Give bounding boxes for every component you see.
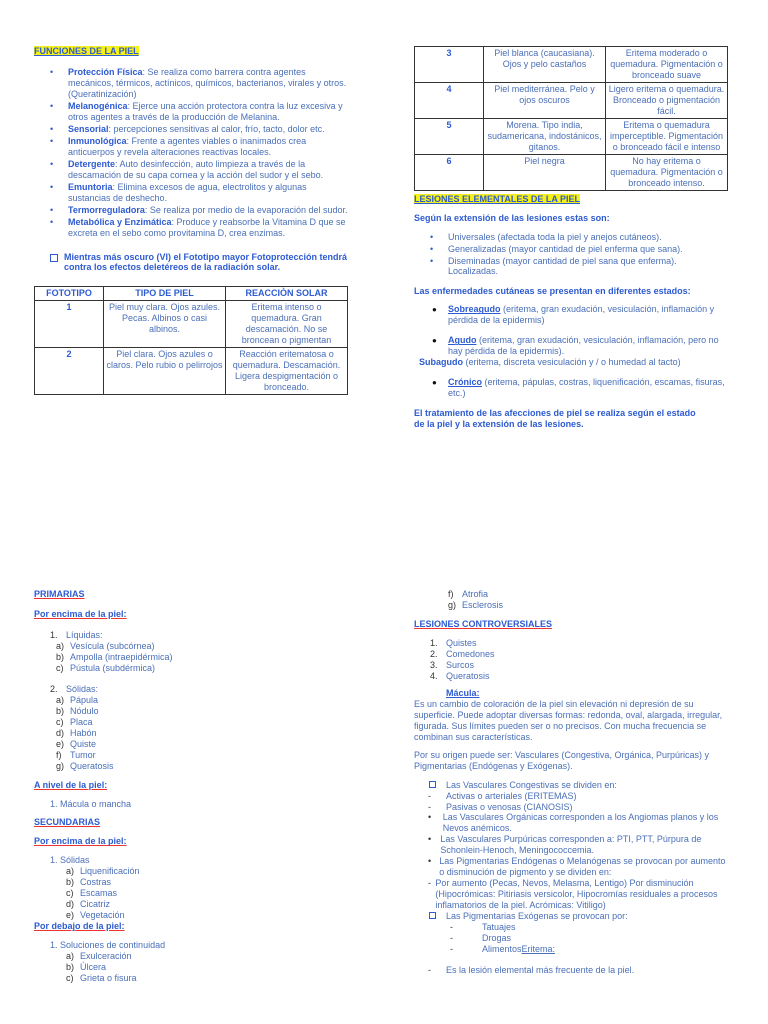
primarias-title: PRIMARIAS — [34, 589, 85, 599]
vascular-marker: - — [428, 790, 431, 801]
reaction-cell: Eritema moderado o quemadura. Pigmentación o bronceado suave — [606, 47, 728, 83]
fototipo-cell: 6 — [415, 154, 484, 190]
vascular-marker — [428, 780, 446, 791]
fototipo-note: Mientras más oscuro (VI) el Fototipo mayor Fotoprotección tendrá contra los efectos deletéreos de la radiación solar. — [34, 252, 348, 274]
reaction-cell: Eritema o quemadura imperceptible. Pigmentación o bronceado fácil e intenso — [606, 118, 728, 154]
list-item — [66, 910, 348, 921]
function-name: Metabólica y Enzimática — [68, 216, 172, 227]
list-text: Pápula — [70, 694, 99, 705]
state-text: (eritema, gran exudación, vesiculación, inflamación, pero no hay pérdida de la epidermis). — [448, 335, 719, 357]
nivel-title: A nivel de la piel: — [34, 779, 108, 790]
list-marker: c) — [66, 888, 74, 899]
reaction-cell: Reacción eritematosa o quemadura. Descamación. Ligera despigmentación o bronceado. — [226, 348, 348, 395]
substate-name: Subagudo — [419, 357, 463, 368]
state-name: Sobreagudo — [448, 304, 501, 315]
continued-list — [414, 589, 728, 611]
list-item — [430, 660, 728, 671]
exogena-text: Drogas — [482, 933, 512, 944]
skin-type-cell: Piel clara. Ojos azules o claros. Pelo rubio o pelirrojos — [104, 348, 226, 395]
list-item — [430, 649, 728, 660]
solidas2-list — [34, 866, 348, 921]
function-name: Sensorial — [68, 123, 109, 134]
solidas-list — [34, 695, 348, 772]
list-marker: d) — [56, 727, 65, 738]
list-marker: f) — [56, 749, 62, 760]
state-name: Agudo — [448, 335, 477, 346]
col-header-tipo: TIPO DE PIEL — [104, 287, 226, 301]
reaction-cell: No hay eritema o quemadura. Pigmentación o bronceado intenso. — [606, 154, 728, 190]
extension-item: • Universales (afectada toda la piel y anejos cutáneos). — [414, 232, 728, 243]
controversiales-list — [414, 638, 728, 682]
substate — [419, 357, 728, 368]
vascular-text: Las Pigmentarias Exógenas se provocan por: — [446, 911, 628, 922]
list-text: Queratosis — [446, 670, 490, 681]
table-header-row — [35, 287, 348, 301]
page2-left-column — [34, 589, 348, 984]
vascular-marker: - — [428, 801, 431, 812]
list-item — [56, 706, 348, 717]
list-marker: g) — [56, 760, 65, 771]
function-text: : Se realiza por medio de la evaporación del sudor. — [144, 204, 348, 215]
fototipo-cell: 5 — [415, 118, 484, 154]
state-item — [414, 377, 728, 399]
list-item — [66, 962, 348, 973]
function-name: Detergente — [68, 158, 116, 169]
macula-title: Mácula: — [446, 687, 480, 698]
function-item — [34, 205, 348, 216]
solidas-heading: 2. Sólidas: — [50, 683, 99, 694]
encima-title: Por encima de la piel: — [34, 608, 127, 619]
debajo-title: Por debajo de la piel: — [34, 921, 125, 932]
substate-text: (eritema, discreta vesiculación y / o humedad al tacto) — [463, 357, 681, 368]
functions-list — [34, 67, 348, 239]
function-item — [34, 67, 348, 100]
list-marker: b) — [66, 962, 75, 973]
list-text: Comedones — [446, 648, 495, 659]
list-item — [66, 866, 348, 877]
list-item — [448, 600, 728, 611]
exogenas-list — [414, 922, 728, 955]
exogena-item: - Tatuajes — [450, 922, 516, 933]
list-marker: 4. — [430, 670, 438, 681]
function-item — [34, 101, 348, 123]
list-text: Surcos — [446, 659, 475, 670]
function-text: : Auto desinfección, auto limpieza a través de la descamación de su capa cornea y la acción del sudor y el sebo. — [68, 158, 324, 180]
table-row — [35, 348, 348, 395]
list-marker: c) — [56, 662, 64, 673]
skin-type-cell: Piel mediterránea. Pelo y ojos oscuros — [484, 82, 606, 118]
fototipo-cell: 2 — [35, 348, 104, 395]
page1-right-column — [414, 46, 728, 430]
vascular-marker: • — [428, 834, 432, 845]
list-marker: g) — [448, 599, 457, 610]
fototipo-cell: 4 — [415, 82, 484, 118]
origen-text: Por su origen puede ser: Vasculares (Congestiva, Orgánica, Purpúricas) y Pigmentarias (Endógenas y Exógenas). — [414, 749, 709, 771]
soluciones-list — [34, 951, 348, 984]
list-marker: a) — [66, 866, 75, 877]
list-text: Atrofia — [462, 589, 489, 599]
list-marker: 2. — [430, 648, 438, 659]
function-item — [34, 182, 348, 204]
exogena-text: Tatuajes — [482, 922, 516, 933]
skin-type-cell: Piel blanca (caucasiana). Ojos y pelo castaños — [484, 47, 606, 83]
fototipo-cell: 1 — [35, 301, 104, 348]
function-name: Melanogénica — [68, 100, 128, 111]
reaction-cell: Eritema intenso o quemadura. Gran descamación. No se broncean o pigmentan — [226, 301, 348, 348]
checkbox-icon — [50, 254, 58, 262]
soluciones-heading: 1. Soluciones de continuidad — [50, 940, 166, 951]
list-text: Placa — [70, 716, 93, 727]
function-text: : Se realiza como barrera contra agentes mecánicos, térmicos, actínicos, químicos, bacterianos, virales y otros. (Queratinización) — [68, 66, 347, 99]
list-item — [430, 638, 728, 649]
encima2-title: Por encima de la piel: — [34, 836, 127, 847]
list-marker: b) — [66, 877, 75, 888]
list-item — [66, 973, 348, 984]
list-marker: e) — [56, 738, 65, 749]
list-text: Quistes — [446, 637, 477, 648]
vasculares-list — [414, 780, 728, 923]
list-text: Queratosis — [70, 760, 114, 771]
function-name: Inmunológica — [68, 135, 127, 146]
list-marker: c) — [66, 973, 74, 984]
vascular-text: Las Vasculares Congestivas se dividen en: — [446, 779, 617, 790]
function-text: : Elimina excesos de agua, electrolitos y algunas sustancias de deshecho. — [68, 181, 307, 203]
funciones-title: FUNCIONES DE LA PIEL — [34, 46, 139, 56]
function-item — [34, 136, 348, 158]
page1-left-column — [34, 46, 348, 395]
function-text: : Ejerce una acción protectora contra la luz excesiva y otros agentes a través de la producción de Melanina. — [68, 100, 343, 122]
extension-item: • Generalizadas (mayor cantidad de piel enferma que sana). — [414, 244, 728, 255]
list-marker: d) — [66, 899, 75, 910]
skin-type-cell: Piel negra — [484, 154, 606, 190]
list-text: Nódulo — [70, 705, 99, 716]
lesiones-title: LESIONES ELEMENTALES DE LA PIEL — [414, 193, 581, 204]
list-marker: a) — [56, 694, 65, 705]
macula-text: Es un cambio de coloración de la piel sin elevación ni depresión de su superficie. Puede adoptar diversas formas: redonda, oval, alargada, irregular, figurada. Sus límites pueden ser o no precisos. Con mucha frecuencia se combinan sus características. — [414, 698, 723, 742]
state-item — [414, 335, 728, 368]
list-item — [56, 739, 348, 750]
list-item — [66, 951, 348, 962]
function-text: : percepciones sensitivas al calor, frío, tacto, dolor etc. — [108, 123, 325, 134]
vascular-item — [428, 878, 728, 911]
list-marker: b) — [56, 651, 65, 662]
reaction-cell: Ligero eritema o quemadura. Bronceado o pigmentación fácil. — [606, 82, 728, 118]
extension-item: • Diseminadas (mayor cantidad de piel sana que enferma). Localizadas. — [414, 256, 728, 278]
exogena-item: - Drogas — [450, 933, 512, 944]
state-name: Crónico — [448, 377, 483, 388]
list-item — [66, 888, 348, 899]
liquidas-heading: 1. Líquidas: — [50, 629, 103, 640]
skin-type-cell: Piel muy clara. Ojos azules. Pecas. Albinos o casi albinos. — [104, 301, 226, 348]
fototipo-table-continued — [414, 46, 728, 191]
checkbox-icon — [429, 912, 436, 919]
list-text: Esclerosis — [462, 599, 504, 610]
list-text: Escamas — [80, 888, 118, 899]
list-item — [56, 761, 348, 772]
vascular-item — [428, 812, 728, 834]
function-item — [34, 124, 348, 135]
list-text: Habón — [70, 727, 97, 738]
secundarias-title: SECUNDARIAS — [34, 816, 101, 827]
list-text: Grieta o fisura — [80, 973, 137, 984]
extension-list — [414, 232, 728, 278]
state-text: (eritema, gran exudación, vesiculación, inflamación y pérdida de la epidermis) — [448, 304, 715, 326]
list-text: Costras — [80, 877, 112, 888]
checkbox-icon — [429, 781, 436, 788]
fototipo-table — [34, 286, 348, 395]
vascular-item — [428, 834, 728, 856]
state-item — [414, 304, 728, 326]
list-text: Úlcera — [80, 962, 107, 973]
treatment-text: El tratamiento de las afecciones de piel se realiza según el estado de la piel y la extensión de las lesiones. — [414, 408, 696, 430]
vascular-item — [428, 911, 728, 922]
fototipo-cell: 3 — [415, 47, 484, 83]
function-text: : Frente a agentes viables o inanimados crea anticuerpos y revela alteraciones reactivas locales. — [68, 135, 307, 157]
states-intro: Las enfermedades cutáneas se presentan en diferentes estados: — [414, 286, 691, 297]
macula-item: 1. Mácula o mancha — [50, 798, 132, 809]
eritema-link: Eritema: — [521, 944, 556, 955]
skin-type-cell: Morena. Tipo india, sudamericana, indostánicos, gitanos. — [484, 118, 606, 154]
function-text: : Produce y reabsorbe la Vitamina D que se excreta en el sebo como provitamina D, crea enzimas. — [68, 216, 346, 238]
table-row — [415, 47, 728, 83]
list-item — [66, 899, 348, 910]
vascular-text: Las Vasculares Orgánicas corresponden a los Angiomas planos y los Nevos anémicos. — [442, 812, 719, 834]
table-row — [415, 82, 728, 118]
list-marker: c) — [56, 716, 64, 727]
list-item — [56, 663, 348, 674]
list-item — [66, 877, 348, 888]
liquidas-list — [34, 641, 348, 674]
page2-right-column — [414, 589, 728, 976]
function-item — [34, 217, 348, 239]
vascular-text: Las Pigmentarias Endógenas o Melanógenas se provocan por aumento o disminución de pigmento y se dividen en: — [439, 856, 726, 878]
list-item — [56, 641, 348, 652]
list-item — [56, 695, 348, 706]
vascular-text: Por aumento (Pecas, Nevos, Melasma, Lentigo) Por disminución (Hipocrómicas: Pitiriasis versicolor, Hipocromías residuales a procesos inflamatorios de la piel. Acrómicas: Vitiligo) — [435, 878, 718, 911]
list-marker: e) — [66, 910, 75, 921]
exogena-text: Alimentos — [482, 944, 522, 955]
list-marker: b) — [56, 705, 65, 716]
list-text: Pústula (subdérmica) — [70, 662, 156, 673]
function-name: Protección Física — [68, 66, 143, 77]
list-marker: 3. — [430, 659, 438, 670]
function-name: Emuntoria — [68, 181, 113, 192]
list-marker: a) — [66, 951, 75, 962]
col-header-fototipo: FOTOTIPO — [35, 287, 104, 301]
vascular-marker — [428, 911, 446, 922]
table-row — [415, 154, 728, 190]
list-item — [56, 750, 348, 761]
function-name: Termorreguladora — [68, 204, 145, 215]
exogena-item: - Alimentos Eritema: — [450, 944, 556, 955]
list-text: Ampolla (intraepidérmica) — [70, 651, 173, 662]
vascular-text: Pasivas o venosas (CIANOSIS) — [446, 801, 573, 812]
vascular-marker: • — [428, 812, 432, 823]
extension-intro: Según la extensión de las lesiones estas son: — [414, 212, 610, 223]
list-item — [56, 717, 348, 728]
vascular-item — [428, 856, 728, 878]
vascular-text: Activas o arteriales (ERITEMAS) — [446, 790, 577, 801]
list-text: Tumor — [70, 749, 96, 760]
vascular-item — [428, 791, 728, 802]
list-text: Liquenificación — [80, 866, 140, 877]
states-list — [414, 304, 728, 399]
list-item — [448, 589, 728, 600]
list-text: Quiste — [70, 738, 97, 749]
controversiales-title: LESIONES CONTROVERSIALES — [414, 618, 553, 629]
list-item — [56, 728, 348, 739]
list-item — [56, 652, 348, 663]
list-text: Vesícula (subcórnea) — [70, 640, 155, 651]
list-text: Exulceración — [80, 951, 132, 962]
vascular-item — [428, 780, 728, 791]
function-item — [34, 159, 348, 181]
list-marker: f) — [448, 589, 454, 599]
table-row — [415, 118, 728, 154]
table-row — [35, 301, 348, 348]
list-item — [430, 671, 728, 682]
vascular-marker: - — [428, 878, 431, 889]
list-text: Cicatriz — [80, 899, 111, 910]
list-marker: a) — [56, 640, 65, 651]
list-text: Vegetación — [80, 910, 125, 921]
col-header-reaccion: REACCIÒN SOLAR — [226, 287, 348, 301]
vascular-text: Las Vasculares Purpúricas corresponden a: PTI, PTT, Púrpura de Schonlein-Henoch, Meningococcemia. — [440, 834, 702, 856]
solidas2-heading: 1. Sólidas — [50, 855, 90, 866]
cut-line: - Es la lesión elemental más frecuente de la piel. — [428, 965, 635, 976]
vascular-marker: • — [428, 856, 432, 867]
list-marker: 1. — [430, 637, 438, 648]
vascular-item — [428, 802, 728, 813]
state-text: (eritema, pápulas, costras, liquenificación, escamas, fisuras, etc.) — [448, 377, 725, 399]
